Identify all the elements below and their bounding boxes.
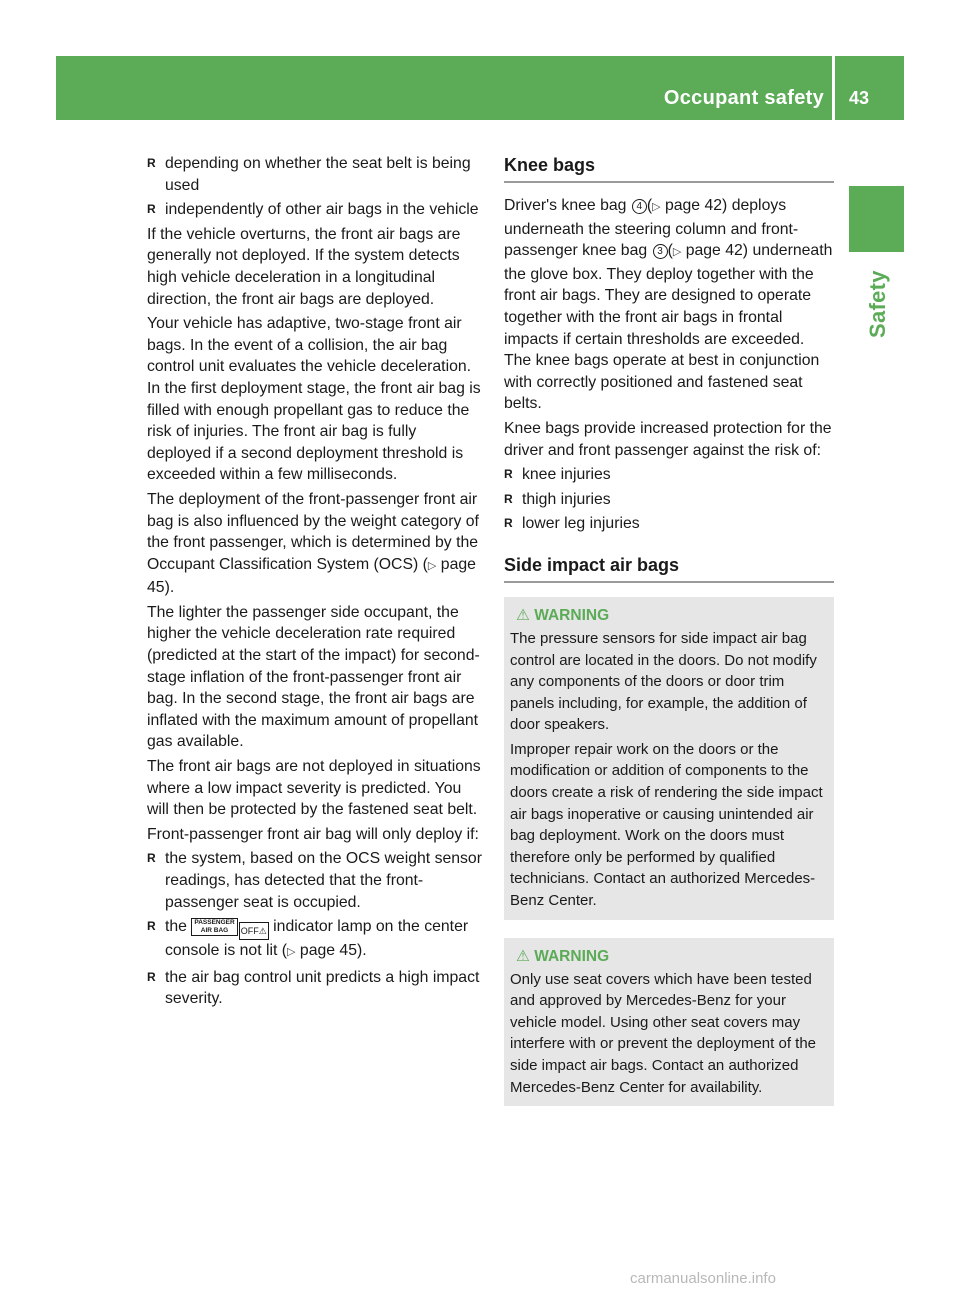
- paragraph: The deployment of the front-passenger front air bag is also influenced by the weight category of the front passenger, which is determined by the Occupant Classification System (OCS) (▷ page 45).: [147, 490, 479, 597]
- callout-number-icon: 4: [632, 199, 647, 214]
- bullet-item: R thigh injuries: [504, 489, 834, 511]
- bullet-item: R the system, based on the OCS weight sensor readings, has detected that the front-passenger seat is occupied.: [147, 848, 483, 913]
- page-number: 43: [848, 88, 870, 108]
- paragraph: If the vehicle overturns, the front air bags are generally not deployed. If the system detects high vehicle deceleration in a longitudinal direction, the front air bags are deployed.: [147, 225, 461, 308]
- callout-number-icon: 3: [653, 244, 668, 259]
- section-title: Occupant safety: [663, 87, 824, 109]
- paragraph: The lighter the passenger side occupant, the higher the vehicle deceleration rate required (predicted at the start of the impact) for second-stage inflation of the front-passenger front air bag. In the second stage, the front air bags are inflated with the maximum amount of propellant gas available.: [147, 603, 480, 751]
- passenger-airbag-off-lamp-icon: PASSENGER AIR BAG: [191, 918, 237, 936]
- left-column: [147, 153, 483, 1013]
- page-ref-arrow-icon: ▷: [287, 946, 296, 959]
- bullet-item: R the PASSENGER AIR BAG OFF⚠ indicator lamp on the center console is not lit (▷ page 45).: [147, 916, 483, 964]
- bullet-item: R lower leg injuries: [504, 513, 834, 535]
- warning-box: [504, 597, 834, 920]
- bullet-item: R knee injuries: [504, 464, 834, 486]
- paragraph: Driver's knee bag 4 (▷ page 42) deploys underneath the steering column and front-passenger knee bag 3 (▷ page 42) underneath the glove box. They deploy together with the front air bags. They are designed to operate together with the front air bags in frontal impacts if certain thresholds are exceeded. The knee bags operate at best in conjunction with correctly positioned and fastened seat belts.: [504, 197, 833, 413]
- bullet-item: R independently of other air bags in the vehicle: [147, 199, 483, 221]
- side-tab-label: Safety: [865, 270, 890, 338]
- right-column: [504, 153, 834, 1124]
- section-heading: Knee bags: [504, 153, 834, 183]
- warning-text: The pressure sensors for side impact air bag control are located in the doors. Do not modify any components of the doors or door trim panels including, for example, the addition of door speakers.: [510, 629, 817, 734]
- page-reference: page 45).: [147, 555, 476, 597]
- warning-triangle-icon: ⚠: [516, 606, 530, 624]
- bullet-item: R depending on whether the seat belt is being used: [147, 153, 483, 196]
- warning-title: ⚠ WARNING: [516, 606, 610, 624]
- paragraph: The front air bags are not deployed in situations where a low impact severity is predicted. You will then be protected by the fastened seat belt.: [147, 758, 481, 819]
- section-heading: Side impact air bags: [504, 553, 834, 583]
- warning-title: ⚠ WARNING: [516, 947, 610, 965]
- warning-triangle-icon: ⚠: [516, 947, 530, 965]
- page-ref-arrow-icon: ▷: [652, 201, 661, 213]
- paragraph: Front-passenger front air bag will only deploy if:: [147, 825, 479, 843]
- warning-box: [504, 938, 834, 1107]
- warning-text: Improper repair work on the doors or the modification or addition of components to the doors create a risk of rendering the side impact air bags inoperative or causing unintended air bag deployment. Work on the doors must therefore only be performed by qualified technicians. Contact an authorized Mercedes-Benz Center.: [510, 740, 823, 910]
- watermark: carmanualsonline.info: [630, 1270, 776, 1287]
- paragraph: Your vehicle has adaptive, two-stage front air bags. In the event of a collision, the air bag control unit evaluates the vehicle deceleration. In the first deployment stage, the front air bag is filled with enough propellant gas to reduce the risk of injuries. The front air bag is fully deployed if a second deployment threshold is exceeded within a few milliseconds.: [147, 315, 481, 484]
- page-reference: page 45).: [299, 942, 367, 960]
- airbag-off-symbol-icon: OFF⚠: [239, 922, 269, 940]
- paragraph: Knee bags provide increased protection for the driver and front passenger against the risk of:: [504, 419, 832, 459]
- page-ref-arrow-icon: ▷: [672, 246, 682, 259]
- bullet-item: R the air bag control unit predicts a high impact severity.: [147, 967, 483, 1010]
- warning-text: Only use seat covers which have been tested and approved by Mercedes-Benz for your vehicle model. Using other seat covers may interfere with or prevent the deployment of the side impact air bags. Contact an authorized Mercedes-Benz Center for availability.: [510, 970, 817, 1096]
- page-ref-arrow-icon: ▷: [427, 559, 437, 572]
